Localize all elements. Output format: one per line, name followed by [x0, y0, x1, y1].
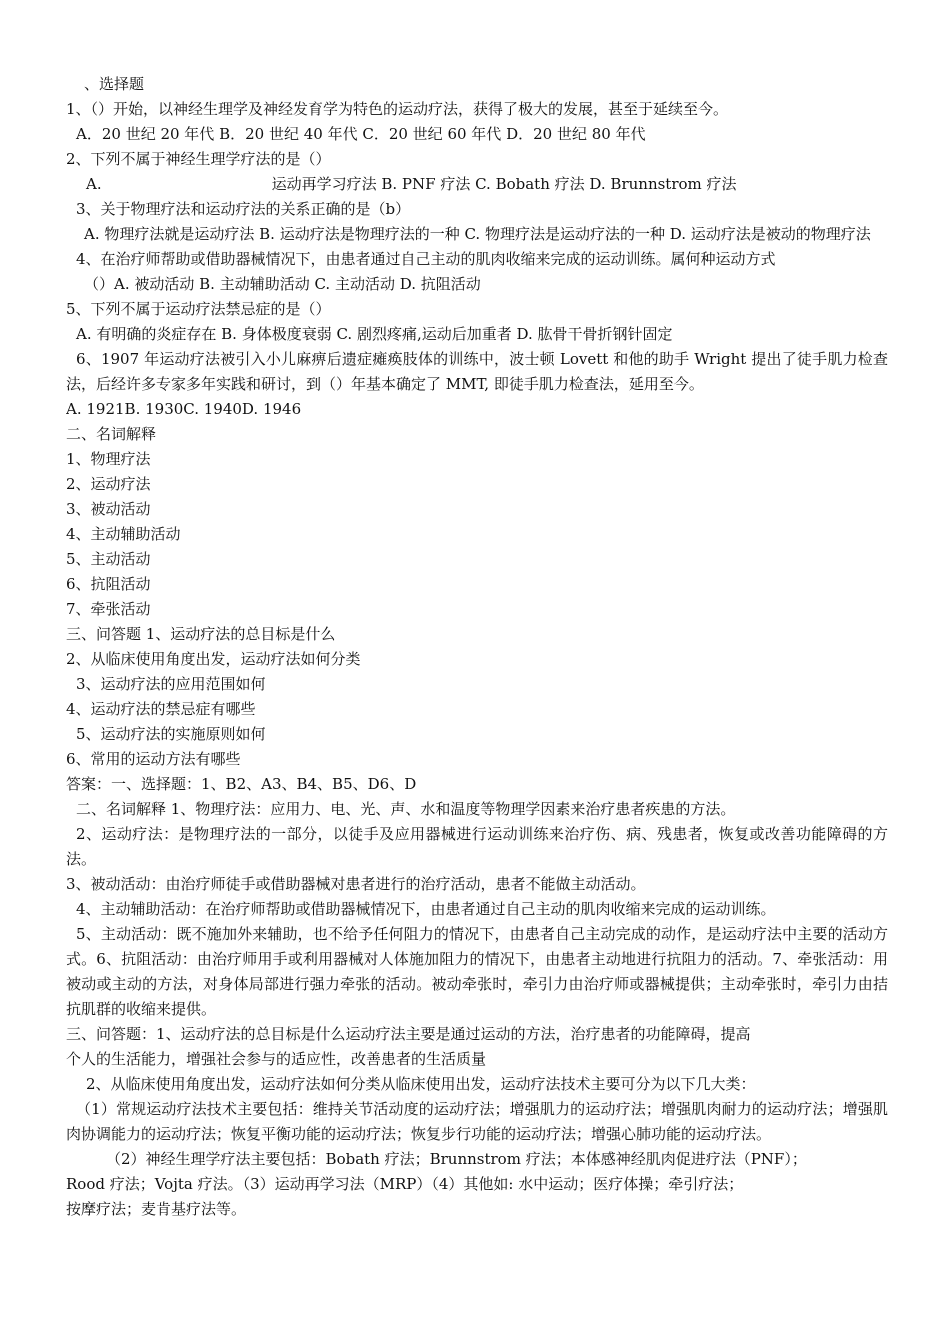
definition-term: 5、主动活动	[66, 550, 151, 568]
answer-definition-3: 3、被动活动：由治疗师徒手或借助器械对患者进行的治疗活动，患者不能做主动活动。	[66, 875, 646, 893]
question-3-options: A. 物理疗法就是运动疗法 B. 运动疗法是物理疗法的一种 C. 物理疗法是运动疗法的一种 D. 运动疗法是被动的物理疗法	[84, 225, 871, 243]
question-3: 3、关于物理疗法和运动疗法的关系正确的是（b）	[76, 200, 411, 218]
qa-question-1: 三、问答题 1、运动疗法的总目标是什么	[66, 625, 336, 643]
question-1: 1、（）开始，以神经生理学及神经发育学为特色的运动疗法，获得了极大的发展，甚至于延续至今。	[66, 100, 729, 118]
definition-term: 4、主动辅助活动	[66, 525, 181, 543]
answer-definition-1: 二、名词解释 1、物理疗法：应用力、电、光、声、水和温度等物理学因素来治疗患者疾患的方法。	[76, 800, 736, 818]
answer-choice: 答案：一、选择题：1、B2、A3、B4、B5、D6、D	[66, 775, 417, 793]
question-4-options: （）A. 被动活动 B. 主动辅助活动 C. 主动活动 D. 抗阻活动	[84, 275, 481, 293]
answer-definition-2: 2、运动疗法：是物理疗法的一部分，以徒手及应用器械进行运动训练来治疗伤、病、残患者，恢复或改善功能障碍的方法。	[66, 825, 888, 868]
answer-qa-2-part2-line3: 按摩疗法；麦肯基疗法等。	[66, 1200, 247, 1218]
definition-term: 1、物理疗法	[66, 450, 151, 468]
definition-term: 7、牵张活动	[66, 600, 151, 618]
answer-definition-5-7: 5、主动活动：既不施加外来辅助，也不给予任何阻力的情况下，由患者自己主动完成的动作，是运动疗法中主要的活动方式。6、抗阻活动：由治疗师用手或利用器械对人体施加阻力的情况下，由患者主动地进行抗阻力的活动。7、牵张活动：用被动或主动的方法，对身体局部进行强力牵张的活动。被动牵张时，牵引力由治疗师或器械提供；主动牵张时，牵引力由拮抗肌群的收缩来提供。	[66, 925, 888, 1018]
qa-question-6: 6、常用的运动方法有哪些	[66, 750, 241, 768]
question-2: 2、下列不属于神经生理学疗法的是（）	[66, 150, 331, 168]
qa-question-2: 2、从临床使用角度出发，运动疗法如何分类	[66, 650, 361, 668]
question-5: 5、下列不属于运动疗法禁忌症的是（）	[66, 300, 331, 318]
section-title-definitions: 二、名词解释	[66, 425, 157, 443]
definition-term: 3、被动活动	[66, 500, 151, 518]
answer-qa-2-part2-line1: （2）神经生理学疗法主要包括：Bobath 疗法；Brunnstrom 疗法；本体感神经肌肉促进疗法（PNF）；	[106, 1150, 807, 1168]
qa-question-4: 4、运动疗法的禁忌症有哪些	[66, 700, 256, 718]
answer-definition-4: 4、主动辅助活动：在治疗师帮助或借助器械情况下，由患者通过自己主动的肌肉收缩来完成的运动训练。	[76, 900, 776, 918]
section-title-choice: 、选择题	[84, 75, 145, 93]
answer-qa-2-part2-line2: Rood 疗法；Vojta 疗法。（3）运动再学习法（MRP）（4）其他如: 水中运动；医疗体操；牵引疗法；	[66, 1175, 744, 1193]
document-page	[66, 72, 888, 1222]
answer-qa-2-part1: （1）常规运动疗法技术主要包括：维持关节活动度的运动疗法；增强肌力的运动疗法；增强肌肉耐力的运动疗法；增强肌肉协调能力的运动疗法；恢复平衡功能的运动疗法；恢复步行功能的运动疗法；增强心肺功能的运动疗法。	[66, 1100, 888, 1143]
answer-qa-1-line2: 个人的生活能力，增强社会参与的适应性，改善患者的生活质量	[66, 1050, 487, 1068]
question-1-options: A．20 世纪 20 年代 B．20 世纪 40 年代 C．20 世纪 60 年代 D．20 世纪 80 年代	[76, 125, 646, 143]
question-2-options	[66, 172, 888, 197]
definition-term: 2、运动疗法	[66, 475, 151, 493]
answer-qa-2: 2、从临床使用角度出发，运动疗法如何分类从临床使用出发，运动疗法技术主要可分为以下几大类：	[86, 1075, 756, 1093]
question-5-options: A. 有明确的炎症存在 B. 身体极度衰弱 C. 剧烈疼痛,运动后加重者 D. 肱骨干骨折钢针固定	[76, 325, 673, 343]
question-6-options: A. 1921B. 1930C. 1940D. 1946	[66, 400, 302, 418]
question-2-option-a: A.	[86, 175, 102, 193]
question-6: 6、1907 年运动疗法被引入小儿麻痹后遗症瘫痪肢体的训练中，波士顿 Lovett 和他的助手 Wright 提出了徒手肌力检查法，后经许多专家多年实践和研讨，到（）年基本确定了 MMT, 即徒手肌力检查法，延用至今。	[66, 350, 888, 393]
qa-question-5: 5、运动疗法的实施原则如何	[76, 725, 266, 743]
answer-qa-1-line1: 三、问答题：1、运动疗法的总目标是什么运动疗法主要是通过运动的方法，治疗患者的功能障碍，提高	[66, 1025, 751, 1043]
definition-term: 6、抗阻活动	[66, 575, 151, 593]
qa-question-3: 3、运动疗法的应用范围如何	[76, 675, 266, 693]
question-2-options-rest: 运动再学习疗法 B. PNF 疗法 C. Bobath 疗法 D. Brunnstrom 疗法	[271, 175, 737, 193]
question-4: 4、在治疗师帮助或借助器械情况下，由患者通过自己主动的肌肉收缩来完成的运动训练。属何种运动方式	[76, 250, 776, 268]
